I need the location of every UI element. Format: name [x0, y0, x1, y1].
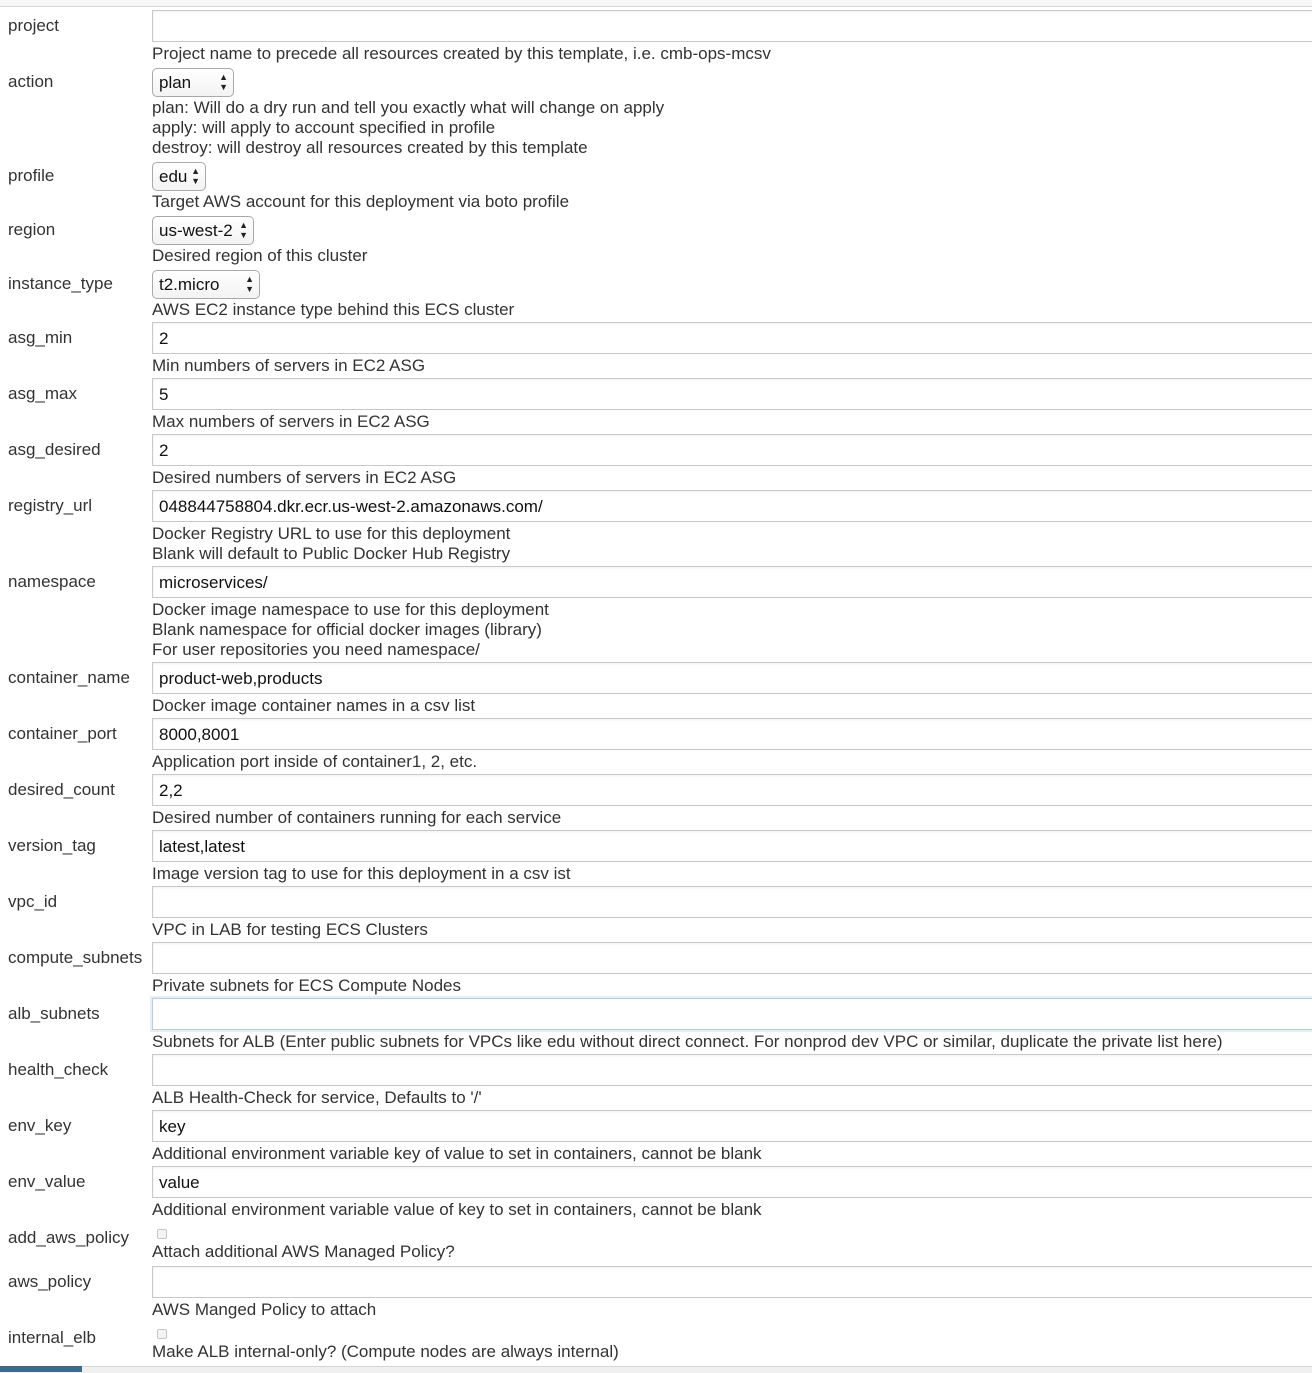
field-label-registry-url: registry_url: [8, 496, 93, 515]
help-text-line: Additional environment variable key of value to set in containers, cannot be blank: [152, 1144, 762, 1163]
health-check-input[interactable]: [152, 1054, 1312, 1086]
asg-desired-input[interactable]: [152, 434, 1312, 466]
aws-policy-input[interactable]: [152, 1266, 1312, 1298]
field-label-action: action: [8, 72, 54, 91]
field-help-namespace: [152, 600, 549, 660]
field-help-container-port: [152, 752, 477, 772]
desired-count-input[interactable]: [152, 774, 1312, 806]
help-text-line: Image version tag to use for this deployment in a csv ist: [152, 864, 571, 883]
help-text-line: Min numbers of servers in EC2 ASG: [152, 356, 426, 375]
action-selected-value: plan: [159, 73, 192, 92]
help-text-line: Docker image container names in a csv list: [152, 696, 476, 715]
field-label-version-tag: version_tag: [8, 836, 96, 855]
field-help-internal-elb: [152, 1342, 619, 1362]
field-help-vpc-id: [152, 920, 428, 940]
field-label-vpc-id: vpc_id: [8, 892, 58, 911]
field-help-health-check: [152, 1088, 482, 1108]
help-text-line: Application port inside of container1, 2, etc.: [152, 752, 478, 771]
field-help-env-value: [152, 1200, 762, 1220]
profile-select[interactable]: [152, 162, 206, 191]
field-label-health-check: health_check: [8, 1060, 109, 1079]
field-label-asg-min: asg_min: [8, 328, 73, 347]
field-help-add-aws-policy: [152, 1242, 455, 1262]
help-text-line: Additional environment variable value of key to set in containers, cannot be blank: [152, 1200, 762, 1219]
instance-type-selected-value: t2.micro: [159, 275, 220, 294]
region-selected-value: us-west-2: [159, 221, 233, 240]
field-label-container-port: container_port: [8, 724, 117, 743]
help-text-line: Max numbers of servers in EC2 ASG: [152, 412, 430, 431]
asg-min-input[interactable]: [152, 322, 1312, 354]
help-text-line: AWS EC2 instance type behind this ECS cluster: [152, 300, 515, 319]
updown-arrows-icon: ▲ ▼: [239, 220, 248, 240]
help-text-line: Attach additional AWS Managed Policy?: [152, 1242, 455, 1261]
profile-selected-value: edu: [159, 167, 188, 186]
help-text-line: destroy: will destroy all resources created by this template: [152, 138, 588, 157]
add-aws-policy-checkbox[interactable]: [157, 1229, 167, 1239]
help-text-line: Subnets for ALB (Enter public subnets for VPCs like edu without direct connect. For nonprod dev VPC or similar, duplicate the private list here): [152, 1032, 1223, 1051]
updown-arrows-icon: ▲ ▼: [219, 72, 228, 92]
field-help-desired-count: [152, 808, 561, 828]
namespace-input[interactable]: [152, 566, 1312, 598]
help-text-line: AWS Manged Policy to attach: [152, 1300, 377, 1319]
field-help-project: [152, 44, 771, 64]
field-label-container-name: container_name: [8, 668, 130, 687]
field-help-env-key: [152, 1144, 762, 1164]
field-label-asg-max: asg_max: [8, 384, 77, 403]
env-value-input[interactable]: [152, 1166, 1312, 1198]
field-help-aws-policy: [152, 1300, 376, 1320]
field-help-alb-subnets: [152, 1032, 1223, 1052]
field-help-action: [152, 98, 664, 158]
container-port-input[interactable]: [152, 718, 1312, 750]
field-help-asg-desired: [152, 468, 456, 488]
region-select[interactable]: [152, 216, 254, 245]
field-label-namespace: namespace: [8, 572, 96, 591]
field-label-add-aws-policy: add_aws_policy: [8, 1228, 129, 1247]
alb-subnets-input[interactable]: [152, 998, 1312, 1030]
version-tag-input[interactable]: [152, 830, 1312, 862]
help-text-line: plan: Will do a dry run and tell you exactly what will change on apply: [152, 98, 665, 117]
help-text-line: Blank will default to Public Docker Hub Registry: [152, 544, 511, 563]
field-help-region: [152, 246, 367, 266]
updown-arrows-icon: ▲ ▼: [245, 274, 254, 294]
field-help-registry-url: [152, 524, 510, 564]
help-text-line: ALB Health-Check for service, Defaults to '/': [152, 1088, 482, 1107]
field-help-container-name: [152, 696, 475, 716]
field-help-instance-type: [152, 300, 514, 320]
help-text-line: Private subnets for ECS Compute Nodes: [152, 976, 461, 995]
field-label-internal-elb: internal_elb: [8, 1328, 96, 1347]
registry-url-input[interactable]: [152, 490, 1312, 522]
help-text-line: Blank namespace for official docker images (library): [152, 620, 542, 639]
vpc-id-input[interactable]: [152, 886, 1312, 918]
field-help-version-tag: [152, 864, 571, 884]
help-text-line: VPC in LAB for testing ECS Clusters: [152, 920, 428, 939]
field-help-profile: [152, 192, 569, 212]
instance-type-select[interactable]: [152, 270, 260, 299]
field-label-aws-policy: aws_policy: [8, 1272, 92, 1291]
field-label-project: project: [8, 16, 60, 35]
field-help-compute-subnets: [152, 976, 461, 996]
help-text-line: Desired numbers of servers in EC2 ASG: [152, 468, 457, 487]
field-label-alb-subnets: alb_subnets: [8, 1004, 100, 1023]
field-label-env-key: env_key: [8, 1116, 72, 1135]
field-label-instance-type: instance_type: [8, 274, 113, 293]
field-label-profile: profile: [8, 166, 55, 185]
compute-subnets-input[interactable]: [152, 942, 1312, 974]
help-text-line: Desired number of containers running for each service: [152, 808, 562, 827]
help-text-line: Make ALB internal-only? (Compute nodes are always internal): [152, 1342, 619, 1361]
help-text-line: apply: will apply to account specified in profile: [152, 118, 496, 137]
field-label-desired-count: desired_count: [8, 780, 115, 799]
internal-elb-checkbox[interactable]: [157, 1329, 167, 1339]
field-label-region: region: [8, 220, 56, 239]
help-text-line: For user repositories you need namespace/: [152, 640, 480, 659]
env-key-input[interactable]: [152, 1110, 1312, 1142]
field-label-asg-desired: asg_desired: [8, 440, 101, 459]
field-help-asg-max: [152, 412, 430, 432]
asg-max-input[interactable]: [152, 378, 1312, 410]
bottom-button-edge[interactable]: [0, 1366, 82, 1372]
help-text-line: Docker image namespace to use for this deployment: [152, 600, 549, 619]
container-name-input[interactable]: [152, 662, 1312, 694]
field-help-asg-min: [152, 356, 425, 376]
field-label-env-value: env_value: [8, 1172, 86, 1191]
help-text-line: Desired region of this cluster: [152, 246, 368, 265]
help-text-line: Target AWS account for this deployment via boto profile: [152, 192, 570, 211]
updown-arrows-icon: ▲ ▼: [191, 166, 200, 186]
help-text-line: Docker Registry URL to use for this deployment: [152, 524, 511, 543]
help-text-line: Project name to precede all resources created by this template, i.e. cmb-ops-mcsv: [152, 44, 771, 63]
project-input[interactable]: [152, 10, 1312, 42]
field-label-compute-subnets: compute_subnets: [8, 948, 143, 967]
action-select[interactable]: [152, 68, 234, 97]
